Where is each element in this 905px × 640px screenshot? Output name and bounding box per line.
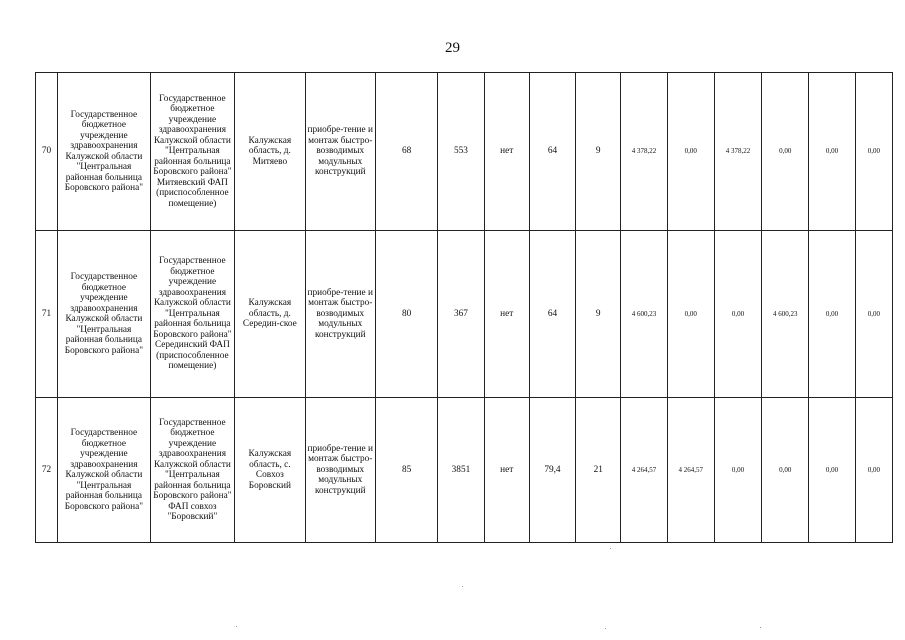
scan-speck	[605, 628, 606, 629]
planned-action: приобре-тение и монтаж быстро-возводимых модульных конструкций	[305, 73, 375, 231]
facility-name: Государственное бюджетное учреждение здравоохранения Калужской области "Центральная районная больница Боровского района" Серединский ФАП (приспособленное помещение)	[150, 231, 234, 398]
finance-year-3: 4 600,23	[762, 231, 809, 398]
scan-speck	[610, 548, 611, 549]
cell-col10: 9	[576, 231, 621, 398]
cell-col10: 9	[576, 73, 621, 231]
planned-action: приобре-тение и монтаж быстро-возводимых модульных конструкций	[305, 231, 375, 398]
table-row	[36, 398, 893, 543]
finance-year-2: 0,00	[714, 398, 761, 543]
finance-year-4: 0,00	[809, 73, 855, 231]
facility-address: Калужская область, д. Середин-ское	[235, 231, 305, 398]
scan-speck	[236, 626, 237, 627]
cell-col9: 79,4	[529, 398, 575, 543]
table-row	[36, 231, 893, 398]
facility-address: Калужская область, д. Митяево	[235, 73, 305, 231]
organization-name: Государственное бюджетное учреждение здравоохранения Калужской области "Центральная районная больница Боровского района"	[58, 73, 151, 231]
finance-year-5: 0,00	[855, 73, 892, 231]
organization-name: Государственное бюджетное учреждение здравоохранения Калужской области "Центральная районная больница Боровского района"	[58, 398, 151, 543]
row-number: 72	[36, 398, 58, 543]
finance-year-3: 0,00	[762, 398, 809, 543]
finance-total: 4 264,57	[621, 398, 667, 543]
finance-year-4: 0,00	[809, 231, 855, 398]
scan-speck	[462, 586, 463, 587]
finance-total: 4 378,22	[621, 73, 667, 231]
finance-total: 4 600,23	[621, 231, 667, 398]
cell-col9: 64	[529, 73, 575, 231]
cell-col10: 21	[576, 398, 621, 543]
cell-col7: 553	[438, 73, 484, 231]
finance-year-1: 0,00	[667, 231, 714, 398]
facility-name: Государственное бюджетное учреждение здравоохранения Калужской области "Центральная районная больница Боровского района" Митяевский ФАП (приспособленное помещение)	[150, 73, 234, 231]
cell-col6: 68	[375, 73, 437, 231]
finance-year-4: 0,00	[809, 398, 855, 543]
scan-speck	[760, 627, 761, 628]
finance-year-1: 0,00	[667, 73, 714, 231]
cell-col8: нет	[484, 231, 529, 398]
facilities-table	[35, 72, 893, 543]
cell-col6: 80	[375, 231, 437, 398]
finance-year-2: 4 378,22	[714, 73, 761, 231]
cell-col8: нет	[484, 73, 529, 231]
planned-action: приобре-тение и монтаж быстро-возводимых модульных конструкций	[305, 398, 375, 543]
row-number: 71	[36, 231, 58, 398]
cell-col8: нет	[484, 398, 529, 543]
organization-name: Государственное бюджетное учреждение здравоохранения Калужской области "Центральная районная больница Боровского района"	[58, 231, 151, 398]
cell-col6: 85	[375, 398, 437, 543]
finance-year-3: 0,00	[762, 73, 809, 231]
cell-col9: 64	[529, 231, 575, 398]
row-number: 70	[36, 73, 58, 231]
facility-name: Государственное бюджетное учреждение здравоохранения Калужской области "Центральная районная больница Боровского района" ФАП совхоз "Боровский"	[150, 398, 234, 543]
finance-year-2: 0,00	[714, 231, 761, 398]
table-row	[36, 73, 893, 231]
finance-year-5: 0,00	[855, 398, 892, 543]
finance-year-1: 4 264,57	[667, 398, 714, 543]
cell-col7: 3851	[438, 398, 484, 543]
facility-address: Калужская область, с. Совхоз Боровский	[235, 398, 305, 543]
cell-col7: 367	[438, 231, 484, 398]
page-number: 29	[445, 40, 460, 56]
finance-year-5: 0,00	[855, 231, 892, 398]
